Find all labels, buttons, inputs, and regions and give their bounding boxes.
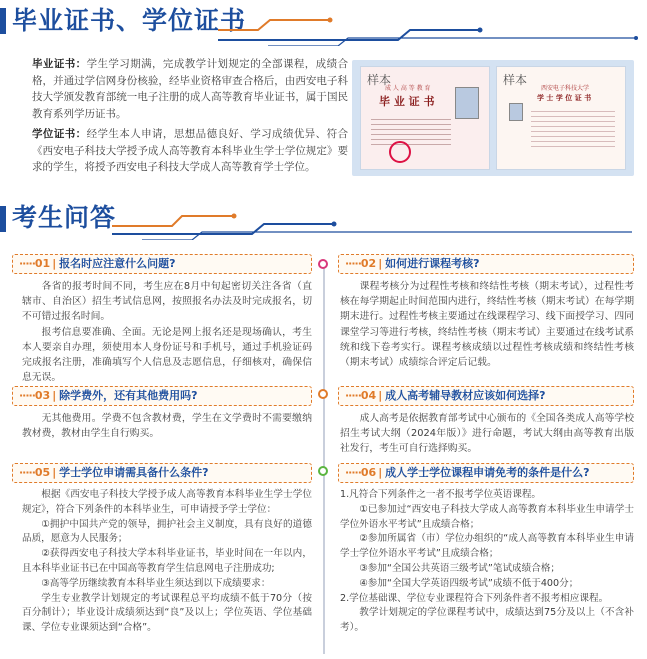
deg-text: 经学生本人申请，思想品德良好、学习成绩优异、符合《西安电子科技大学授予成人高等教育本科毕业生学士学位规定》要求的学生，将授予西安电子科技大学成人高等教育学士学位。 bbox=[32, 128, 349, 173]
deg-label: 学位证书： bbox=[32, 128, 87, 140]
circuit-decoration-icon bbox=[218, 6, 638, 46]
certificate-panel bbox=[352, 60, 634, 176]
cert1-photo bbox=[455, 87, 479, 119]
header-left-bar bbox=[0, 8, 6, 34]
degree-certificate-image bbox=[496, 66, 626, 170]
section1-header bbox=[0, 0, 647, 44]
cert2-text-lines bbox=[531, 107, 615, 147]
grad-label: 毕业证书： bbox=[32, 58, 87, 70]
section2-header bbox=[0, 198, 647, 238]
cert1-sample-mark: 样本 bbox=[367, 73, 392, 87]
question-01: ·····01 | 报名时应注意什么问题? bbox=[12, 254, 312, 274]
cert1-subtitle: 成 人 高 等 教 育 bbox=[385, 85, 431, 92]
question-02: ·····02 | 如何进行课程考核? bbox=[338, 254, 634, 274]
answer-01: 各省的报考时间不同，考生应在8月中旬起密切关注各省（直辖市、自治区）招生考试信息网，按照报名办法及时完成报名，切不可错过报名时间。 报考信息要准确、全面。无论是网上报名还是现场确认，考生本人要亲自办理，须使用本人身份证号和手机号，通过手机验证码完成报名注册，准确填写个人信息及志愿信息，仔细核对，确保信息无误。 bbox=[22, 281, 312, 384]
cert1-seal-icon bbox=[389, 141, 411, 163]
section2-title: 考生问答 bbox=[12, 203, 117, 232]
graduation-cert-paragraph bbox=[32, 56, 348, 122]
answer-02: 课程考核分为过程性考核和终结性考核（期末考试），过程性考核在每学期起止时间范围内进行，终结性考核（期末考试）在每学期期末进行。过程性考核主要通过在线课程学习、线下面授学习、四同课堂学习等进行考核，终结性考核（期末考试）主要通过在线考试系统和线下卷考实行。课程考核成绩以过程性考核成绩和终结性考核（期末考试）成绩综合评定后记载。 bbox=[340, 281, 634, 369]
cert2-title: 学 士 学 位 证 书 bbox=[537, 94, 592, 102]
question-05: ·····05 | 学士学位申请需具备什么条件? bbox=[12, 463, 312, 483]
answer-06: 1.凡符合下列条件之一者不报考学位英语课程。 ①已参加过“西安电子科技大学成人高等教育本科毕业生申请学士学位外语水平考试”且成绩合格； ②参加所属省（市）学位办组织的“成人高等教育本科毕业生申请学士学位外语水平考试”且成绩合格； ③参加“全国公共英语三级考试”笔试成绩合格； ④参加“全国大学英语四级考试”成绩不低于400分； 2.学位基础课、学位专业课程符合下列条件者不报考相应课程。 教学计划规定的学位课程考试中，成绩达到75分及以上（不含补考）。 bbox=[340, 489, 634, 634]
question-06: ·····06 | 成人学士学位课程申请免考的条件是什么? bbox=[338, 463, 634, 483]
circuit-decoration-icon bbox=[112, 204, 632, 240]
grad-text: 学生学习期满，完成教学计划规定的全部课程，成绩合格，并通过学信网身份核验，经毕业资格审查合格后，由西安电子科技大学颁发教育部统一电子注册的成人高等教育毕业证书，属于国民教育系列学历证书。 bbox=[32, 58, 349, 120]
timeline-dot-1 bbox=[318, 259, 328, 269]
header-left-bar bbox=[0, 206, 6, 232]
cert2-sample-mark: 样本 bbox=[503, 73, 528, 87]
cert2-school: 西安电子科技大学 bbox=[541, 85, 590, 92]
timeline-line bbox=[323, 262, 325, 654]
cert1-title: 毕 业 证 书 bbox=[379, 95, 435, 108]
cert2-photo bbox=[509, 103, 523, 121]
section1-title: 毕业证书、学位证书 bbox=[12, 6, 247, 35]
question-04: ·····04 | 成人高考辅导教材应该如何选择? bbox=[338, 386, 634, 406]
timeline-dot-3 bbox=[318, 466, 328, 476]
answer-05: 根据《西安电子科技大学授予成人高等教育本科毕业生学士学位规定》，符合下列条件的本科毕业生，可申请授予学士学位： ①拥护中国共产党的领导，拥护社会主义制度，具有良好的道德品质，愿意为人民服务； ②获得西安电子科技大学本科毕业证书，毕业时间在一年以内，且本科毕业证书已在中国高等教育学生信息网电子注册成功; ③高等学历继续教育本科毕业生须达到以下成绩要求： 学生专业教学计划规定的考试课程总平均成绩不低于70分（按百分制计）；毕业设计成绩须达到“良”及以上；学位英语、学位基础课、学位专业课须达到“合格”。 bbox=[22, 489, 312, 634]
answer-04: 成人高考是依据教育部考试中心颁布的《全国各类成人高等学校招生考试大纲（2024年版）》进行命题，考试大纲由高等教育出版社发行，考生可自行选择购买。 bbox=[340, 413, 634, 455]
degree-cert-paragraph bbox=[32, 126, 348, 176]
question-03: ·····03 | 除学费外，还有其他费用吗? bbox=[12, 386, 312, 406]
timeline-dot-2 bbox=[318, 389, 328, 399]
graduation-certificate-image bbox=[360, 66, 490, 170]
cert1-text-lines bbox=[371, 115, 451, 145]
answer-03: 无其他费用。学费不包含教材费，学生在文学费时不需要缴纳教材费，教材由学生自行购买。 bbox=[22, 413, 312, 440]
